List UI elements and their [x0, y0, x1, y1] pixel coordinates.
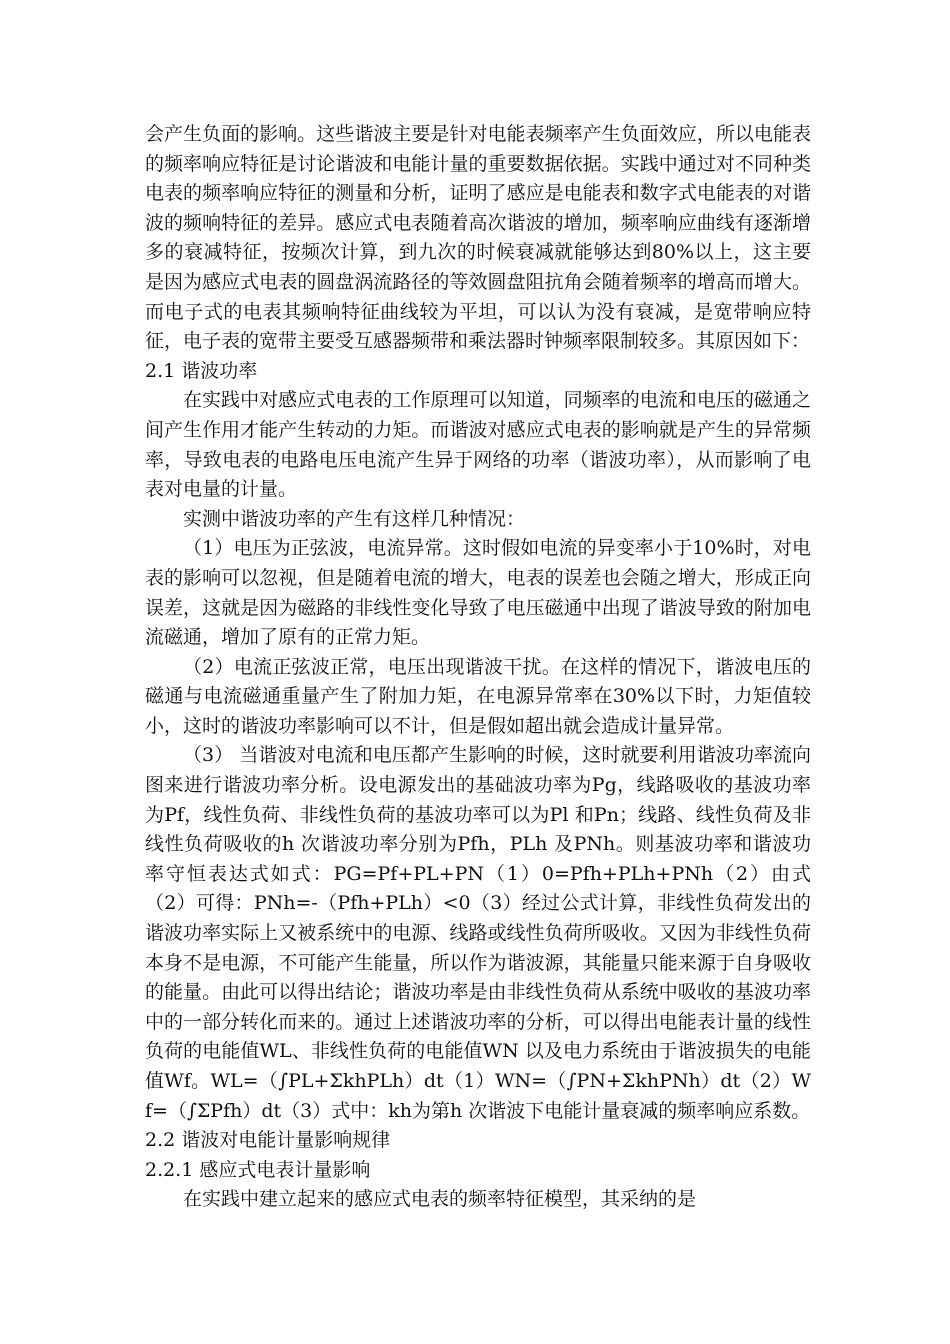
- paragraph-principle: 在实践中对感应式电表的工作原理可以知道，同频率的电流和电压的磁通之间产生作用才能产生转动的力矩。而谐波对感应式电表的影响就是产生的异常频率，导致电表的电路电压电流产生异于网络的功率（谐波功率），从而影响了电表对电量的计量。: [145, 389, 811, 501]
- section-heading-2-1: 2.1 谐波功率: [145, 359, 258, 382]
- paragraph-case-1: （1）电压为正弦波，电流异常。这时假如电流的异变率小于10%时，对电表的影响可以忽视，但是随着电流的增大，电表的误差也会随之增大，形成正向误差，这就是因为磁路的非线性变化导致了电压磁通中出现了谐波导致的附加电流磁通，增加了原有的正常力矩。: [145, 537, 811, 649]
- paragraph-cases-intro: 实测中谐波功率的产生有这样几种情况：: [183, 507, 526, 530]
- paragraph-case-2: （2）电流正弦波正常，电压出现谐波干扰。在这样的情况下，谐波电压的磁通与电流磁通重量产生了附加力矩，在电源异常率在30%以下时，力矩值较小，这时的谐波功率影响可以不计，但是假如超出就会造成计量异常。: [145, 655, 811, 737]
- paragraph-case-3: （3） 当谐波对电流和电压都产生影响的时候，这时就要利用谐波功率流向图来进行谐波功率分析。设电源发出的基础波功率为Pg，线路吸收的基波功率为Pf，线性负荷、非线性负荷的基波功率可以为Pl 和Pn；线路、线性负荷及非线性负荷吸收的h 次谐波功率分别为Pfh，PLh 及PNh。则基波功率和谐波功率守恒表达式如式：PG=Pf+PL+PN（1）0=Pfh+PLh+PNh（2）由式（2）可得：PNh=-（Pfh+PLh）<0（3）经过公式计算，非线性负荷发出的谐波功率实际上又被系统中的电源、线路或线性负荷所吸收。又因为非线性负荷本身不是电源，不可能产生能量，所以作为谐波源，其能量只能来源于自身吸收的能量。由此可以得出结论；谐波功率是由非线性负荷从系统中吸收的基波功率中的一部分转化而来的。通过上述谐波功率的分析，可以得出电能表计量的线性负荷的电能值WL、非线性负荷的电能值WN 以及电力系统由于谐波损失的电能值Wf。WL=（∫PL+ΣkhPLh）dt（1）WN=（∫PN+ΣkhPNh）dt（2）Wf=（∫ΣPfh）dt（3）式中：kh为第h 次谐波下电能计量衰减的频率响应系数。: [145, 744, 811, 1122]
- section-heading-2-2-1: 2.2.1 感应式电表计量影响: [145, 1158, 371, 1181]
- section-heading-2-2: 2.2 谐波对电能计量影响规律: [145, 1129, 391, 1152]
- document-page: [145, 120, 811, 1215]
- paragraph-model: 在实践中建立起来的感应式电表的频率特征模型，其采纳的是: [183, 1188, 697, 1211]
- paragraph-intro: 会产生负面的影响。这些谐波主要是针对电能表频率产生负面效应，所以电能表的频率响应特征是讨论谐波和电能计量的重要数据依据。实践中通过对不同种类电表的频率响应特征的测量和分析，证明了感应是电能表和数字式电能表的对谐波的频响特征的差异。感应式电表随着高次谐波的增加，频率响应曲线有逐渐增多的衰减特征，按频次计算，到九次的时候衰减就能够达到80%以上，这主要是因为感应式电表的圆盘涡流路径的等效圆盘阻抗角会随着频率的增高而增大。而电子式的电表其频响特征曲线较为平坦，可以认为没有衰减，是宽带响应特征，电子表的宽带主要受互感器频带和乘法器时钟频率限制较多。其原因如下：: [145, 123, 811, 353]
